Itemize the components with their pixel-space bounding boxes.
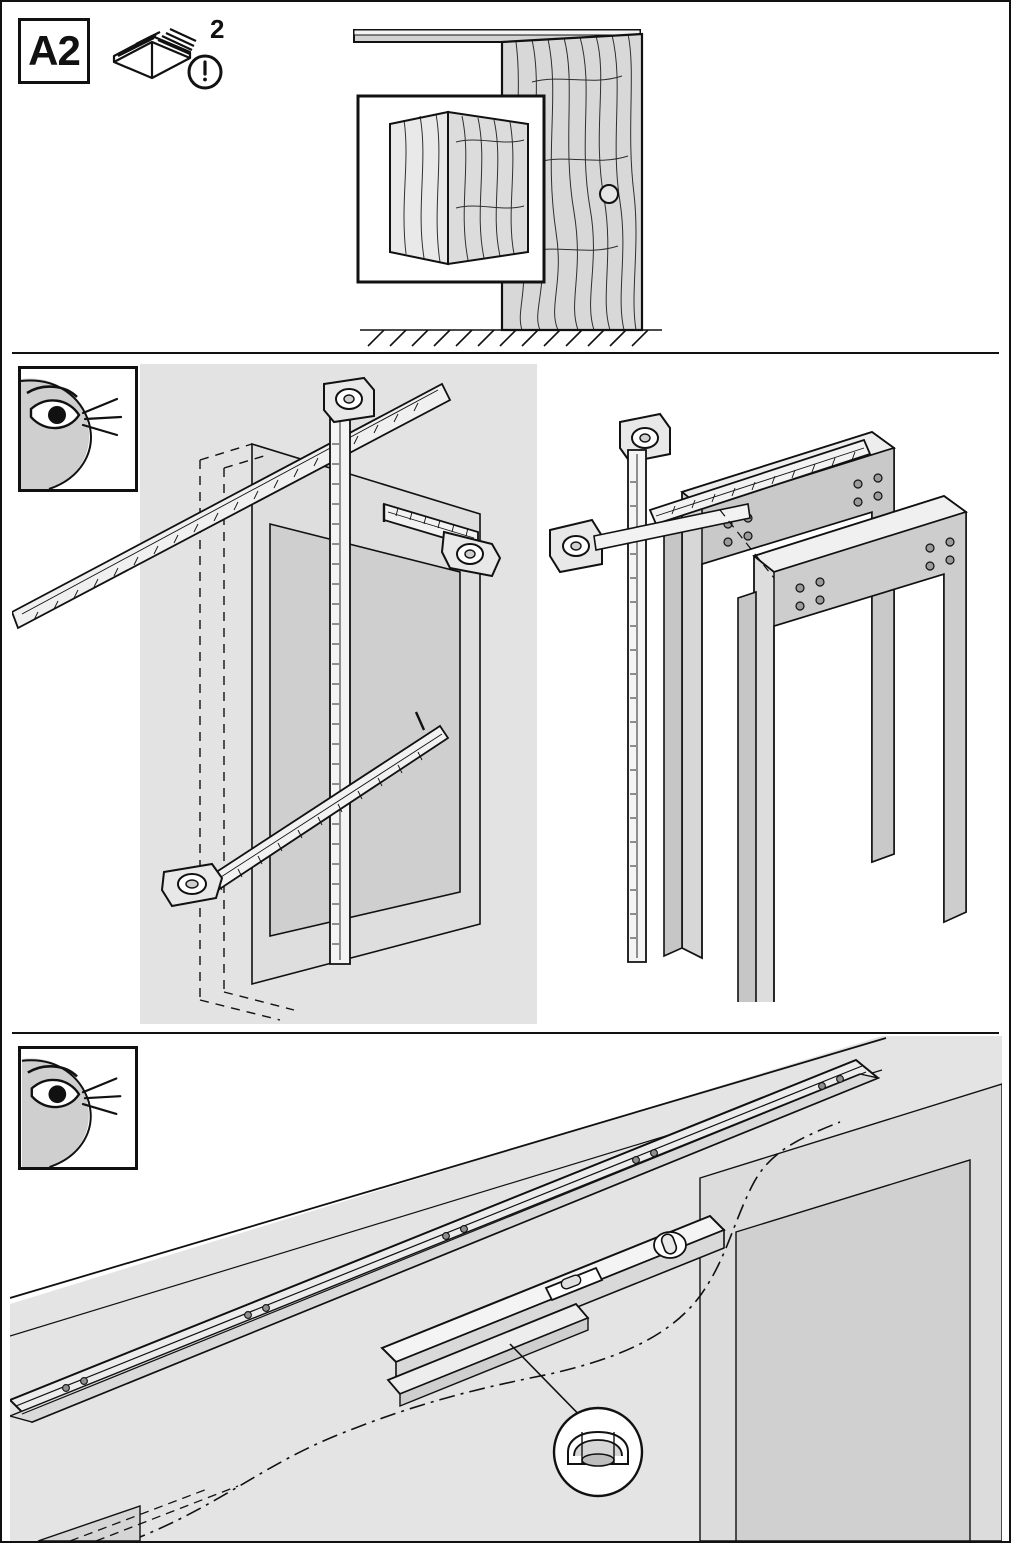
- spirit-level-detail-icon: [554, 1408, 642, 1496]
- panel-bottom-illustration: [10, 1036, 1002, 1541]
- step-number-text: A2: [28, 27, 80, 74]
- panel-top-illustration: [332, 12, 692, 347]
- panel-divider-1: [12, 352, 999, 354]
- panel-divider-2: [12, 1032, 999, 1034]
- tape-measure-housing-top: [324, 378, 374, 422]
- tape-measure-housing-right-mid: [550, 520, 602, 572]
- panel-middle-left-illustration: [12, 364, 537, 1024]
- panel-middle-right-illustration: [542, 392, 1002, 1002]
- spirit-level-vial-main: [654, 1232, 686, 1258]
- manual-warning-icon-group: [106, 14, 246, 94]
- step-number-badge: [18, 18, 90, 84]
- manual-ref-count: 2: [210, 14, 225, 44]
